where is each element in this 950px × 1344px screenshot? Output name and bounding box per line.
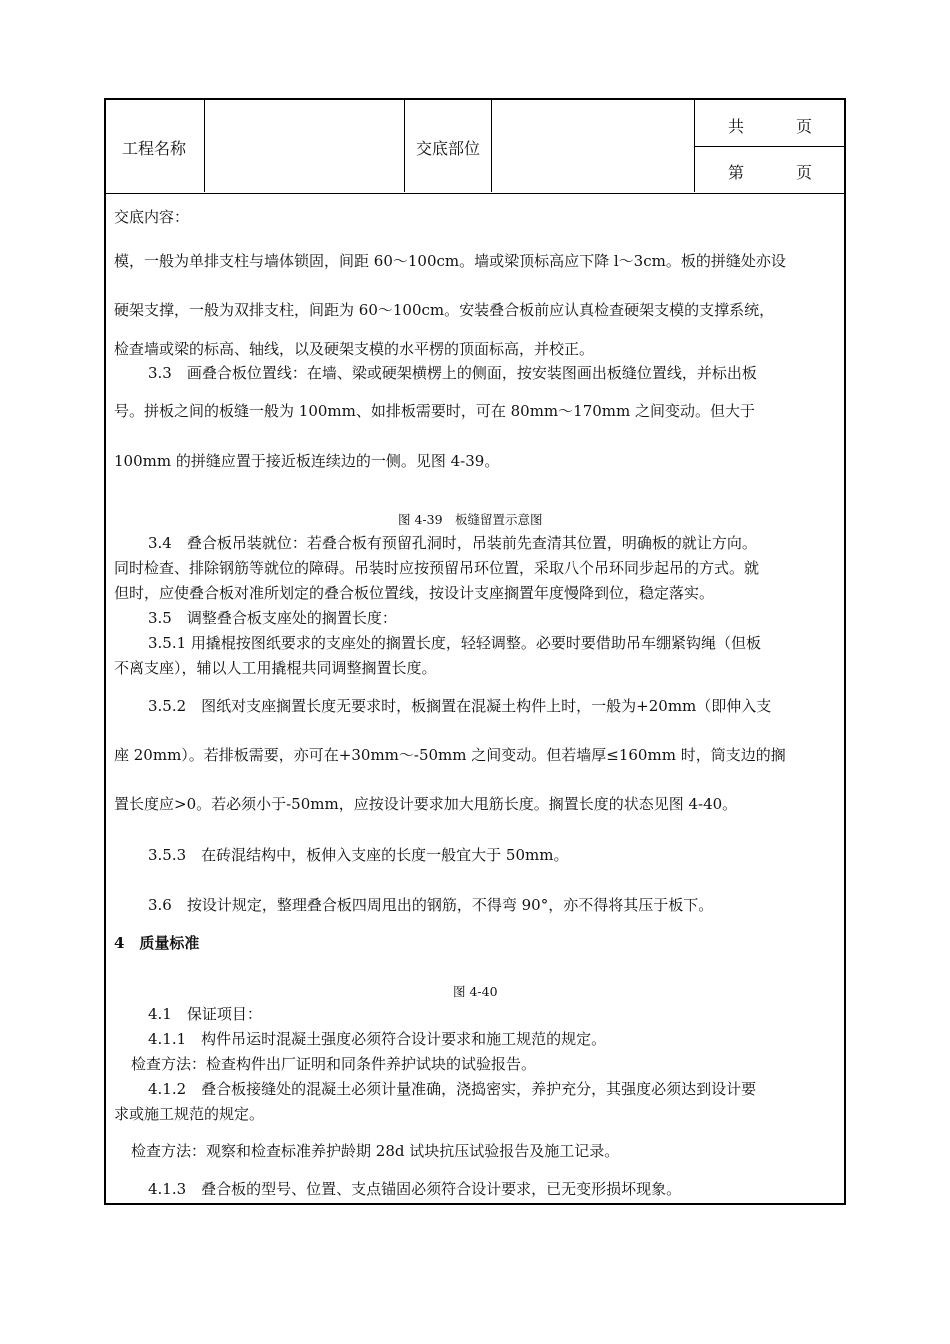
page-number-label: 第	[728, 163, 745, 182]
text-line: 3.3 画叠合板位置线：在墙、梁或硬架横楞上的侧面，按安装图画出板缝位置线，并标出板	[148, 364, 757, 382]
text-line: 3.4 叠合板吊装就位：若叠合板有预留孔洞时，吊装前先查清其位置，明确板的就让方向。	[148, 534, 757, 552]
text-line: 不离支座），辅以人工用撬棍共同调整搁置长度。	[114, 659, 437, 677]
text-line: 100mm 的拼缝应置于接近板连续边的一侧。见图 4-39。	[114, 452, 500, 470]
text-line: 硬架支撑，一般为双排支柱，间距为 60～100cm。安装叠合板前应认真检查硬架支模的支撑系统，	[114, 301, 775, 319]
header-divider	[404, 100, 405, 192]
header-divider	[204, 100, 205, 192]
project-name-label: 工程名称	[122, 139, 187, 158]
text-line: 4.1.1 构件吊运时混凝土强度必须符合设计要求和施工规范的规定。	[148, 1030, 607, 1048]
header-divider	[694, 146, 844, 147]
text-line: 3.6 按设计规定，整理叠合板四周甩出的钢筋，不得弯 90°，亦不得将其压于板下。	[148, 896, 714, 914]
text-line: 检查方法：检查构件出厂证明和同条件养护试块的试验报告。	[131, 1055, 537, 1073]
form-header	[106, 100, 844, 194]
text-line: 4.1.3 叠合板的型号、位置、支点锚固必须符合设计要求，已无变形损坏现象。	[148, 1180, 682, 1198]
text-line: 3.5.1 用撬棍按图纸要求的支座处的搁置长度，轻轻调整。必要时要借助吊车绷紧钩绳（但板	[148, 634, 761, 652]
total-pages-unit: 页	[796, 117, 813, 136]
figure-caption: 图 4-40	[453, 984, 498, 999]
text-line: 号。拼板之间的板缝一般为 100mm、如排板需要时，可在 80mm～170mm 之间变动。但大于	[114, 402, 755, 420]
text-line: 求或施工规范的规定。	[114, 1105, 265, 1123]
text-line: 检查墙或梁的标高、轴线，以及硬架支模的水平楞的顶面标高，并校正。	[114, 340, 595, 358]
text-line: 3.5.2 图纸对支座搁置长度无要求时，板搁置在混凝土构件上时，一般为+20mm（即伸入支	[148, 697, 772, 715]
text-line: 模，一般为单排支柱与墙体锁固，间距 60～100cm。墙或梁顶标高应下降 l～3cm。板的拼缝处亦设	[114, 252, 786, 270]
text-line: 但时，应使叠合板对准所划定的叠合板位置线，按设计支座搁置年度慢降到位，稳定落实。	[114, 584, 715, 602]
header-divider	[491, 100, 492, 192]
text-line: 4.1 保证项目：	[148, 1005, 262, 1023]
text-line: 座 20mm）。若排板需要，亦可在+30mm～-50mm 之间变动。但若墙厚≤160mm 时，筒支边的搁	[114, 746, 786, 764]
text-line: 置长度应>0。若必须小于-50mm，应按设计要求加大甩筋长度。搁置长度的状态见图 4-40。	[114, 795, 738, 813]
text-line: 3.5 调整叠合板支座处的搁置长度：	[148, 609, 397, 627]
intro-label: 交底内容：	[114, 208, 190, 226]
text-line: 4.1.2 叠合板接缝处的混凝土必须计量准确，浇捣密实，养护充分，其强度必须达到设计要	[148, 1080, 757, 1098]
total-pages-label: 共	[728, 117, 745, 136]
figure-caption: 图 4-39 板缝留置示意图	[398, 512, 543, 527]
section-heading: 4 质量标准	[114, 934, 200, 952]
text-line: 同时检查、排除钢筋等就位的障碍。吊装时应按预留吊环位置，采取八个吊环同步起吊的方式。就	[114, 559, 760, 577]
location-label: 交底部位	[416, 139, 481, 158]
text-line: 3.5.3 在砖混结构中，板伸入支座的长度一般宜大于 50mm。	[148, 846, 569, 864]
text-line: 检查方法：观察和检查标准养护龄期 28d 试块抗压试验报告及施工记录。	[131, 1142, 620, 1160]
page-number-unit: 页	[796, 163, 813, 182]
